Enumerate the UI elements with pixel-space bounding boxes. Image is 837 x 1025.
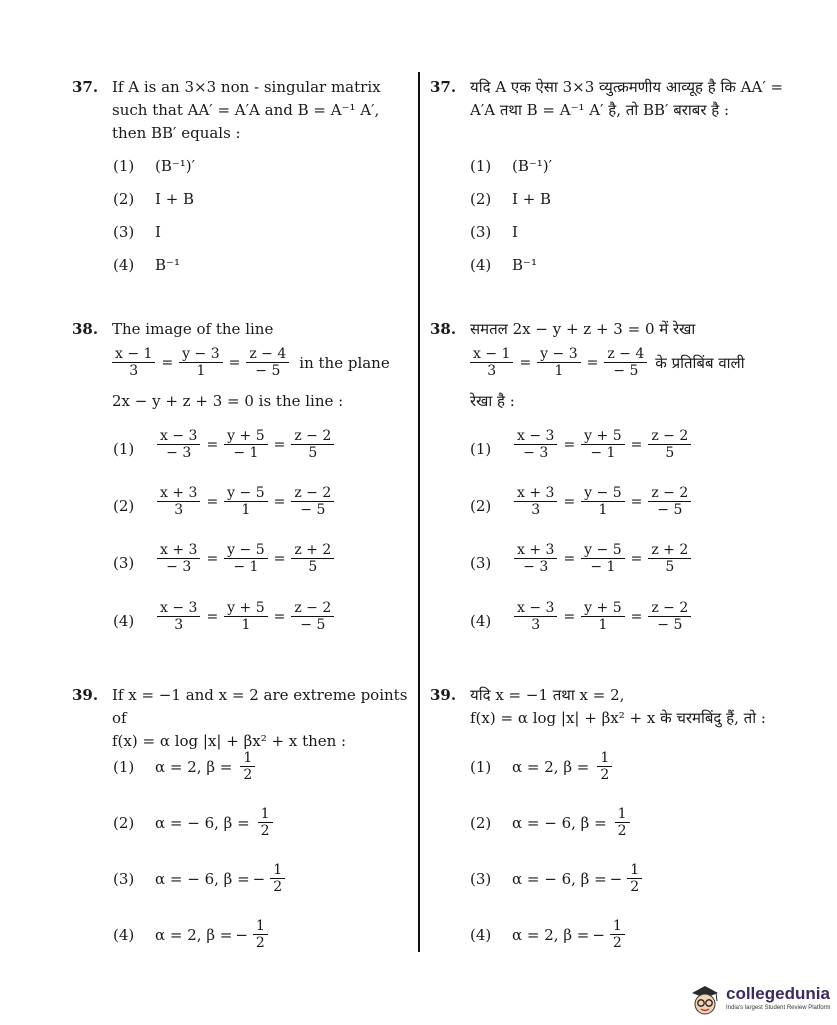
- option-equation: $\frac{x + 3}{- 3}$ = $\frac{y - 5}{- 1}$ = $\frac{z + 2}{5}$: [512, 542, 693, 575]
- question-38-hi-tail: [470, 390, 770, 413]
- option-text: α = − 6, β = $\frac{1}{2}$: [512, 806, 632, 839]
- q38-line-equation: $\frac{x - 1}{3}$ = $\frac{y - 3}{1}$ = $\frac{z - 4}{- 5}$ in the plane: [110, 346, 390, 379]
- q38-line-equation-hi: $\frac{x - 1}{3}$ = $\frac{y - 3}{1}$ = $\frac{z - 4}{- 5}$ के प्रतिबिंब वाली: [468, 346, 745, 379]
- question-text: The image of the line: [112, 320, 274, 338]
- option-number: (4): [113, 926, 135, 944]
- option-number: (4): [470, 612, 492, 630]
- option-text: α = − 6, β = − $\frac{1}{2}$: [512, 862, 644, 895]
- option-text: I: [155, 223, 161, 241]
- option-text: (B⁻¹)′: [155, 157, 196, 175]
- option-number: (2): [113, 814, 135, 832]
- question-number: 39.: [72, 686, 99, 704]
- option-number: (3): [470, 554, 492, 572]
- question-text: If A is an 3×3 non - singular matrix such that AA′ = A′A and B = A⁻¹ A′, then BB′ equals :: [112, 78, 381, 142]
- option-number: (2): [470, 497, 492, 515]
- option-text: α = 2, β = $\frac{1}{2}$: [155, 750, 257, 783]
- question-text: के प्रतिबिंब वाली: [655, 353, 745, 372]
- question-text: यदि A एक ऐसा 3×3 व्युत्क्रमणीय आव्यूह है कि AA′ = A′A तथा B = A⁻¹ A′ है, तो BB′ बराबर है :: [470, 78, 784, 119]
- option-number: (1): [470, 758, 492, 776]
- question-38-en-tail: [112, 390, 412, 413]
- question-text: If x = −1 and x = 2 are extreme points of f(x) = α log |x| + βx² + x then :: [112, 686, 408, 750]
- option-equation: $\frac{x + 3}{3}$ = $\frac{y - 5}{1}$ = $\frac{z - 2}{- 5}$: [155, 485, 336, 518]
- option-text: B⁻¹: [155, 256, 180, 274]
- option-equation: $\frac{x - 3}{- 3}$ = $\frac{y + 5}{- 1}$ = $\frac{z - 2}{5}$: [155, 428, 336, 461]
- option-number: (1): [470, 440, 492, 458]
- option-number: (3): [113, 223, 135, 241]
- option-text: I + B: [155, 190, 195, 208]
- brand-tagline: India's largest Student Review Platform: [726, 1005, 831, 1011]
- mascot-icon: [688, 984, 722, 1018]
- option-equation: $\frac{x + 3}{- 3}$ = $\frac{y - 5}{- 1}$ = $\frac{z + 2}{5}$: [155, 542, 336, 575]
- option-equation: $\frac{x - 3}{3}$ = $\frac{y + 5}{1}$ = $\frac{z - 2}{- 5}$: [512, 600, 693, 633]
- option-number: (1): [113, 758, 135, 776]
- option-number: (1): [113, 157, 135, 175]
- collegedunia-logo: [688, 978, 833, 1024]
- option-number: (4): [113, 256, 135, 274]
- question-text: समतल 2x − y + z + 3 = 0 में रेखा: [470, 320, 696, 338]
- option-number: (3): [470, 870, 492, 888]
- question-number: 37.: [72, 78, 99, 96]
- brand-name: collegedunia: [726, 984, 830, 1003]
- question-number: 37.: [430, 78, 457, 96]
- option-text: α = 2, β = − $\frac{1}{2}$: [512, 918, 627, 951]
- question-number: 39.: [430, 686, 457, 704]
- option-equation: $\frac{x + 3}{3}$ = $\frac{y - 5}{1}$ = $\frac{z - 2}{- 5}$: [512, 485, 693, 518]
- option-number: (1): [113, 440, 135, 458]
- option-number: (3): [113, 870, 135, 888]
- option-equation: $\frac{x - 3}{3}$ = $\frac{y + 5}{1}$ = $\frac{z - 2}{- 5}$: [155, 600, 336, 633]
- question-text: रेखा है :: [470, 392, 515, 410]
- option-number: (2): [113, 497, 135, 515]
- option-text: α = − 6, β = − $\frac{1}{2}$: [155, 862, 287, 895]
- option-number: (3): [113, 554, 135, 572]
- option-number: (2): [470, 814, 492, 832]
- question-text: यदि x = −1 तथा x = 2, f(x) = α log |x| + βx² + x के चरमबिंदु हैं, तो :: [470, 686, 766, 727]
- option-text: α = 2, β = − $\frac{1}{2}$: [155, 918, 270, 951]
- question-text: 2x − y + z + 3 = 0 is the line :: [112, 392, 344, 410]
- question-number: 38.: [72, 320, 99, 338]
- column-divider: [418, 72, 420, 952]
- question-number: 38.: [430, 320, 457, 338]
- option-number: (4): [113, 612, 135, 630]
- question-text: in the plane: [299, 353, 390, 372]
- option-number: (2): [113, 190, 135, 208]
- option-text: α = − 6, β = $\frac{1}{2}$: [155, 806, 275, 839]
- option-equation: $\frac{x - 3}{- 3}$ = $\frac{y + 5}{- 1}$ = $\frac{z - 2}{5}$: [512, 428, 693, 461]
- option-text: α = 2, β = $\frac{1}{2}$: [512, 750, 614, 783]
- option-number: (4): [470, 926, 492, 944]
